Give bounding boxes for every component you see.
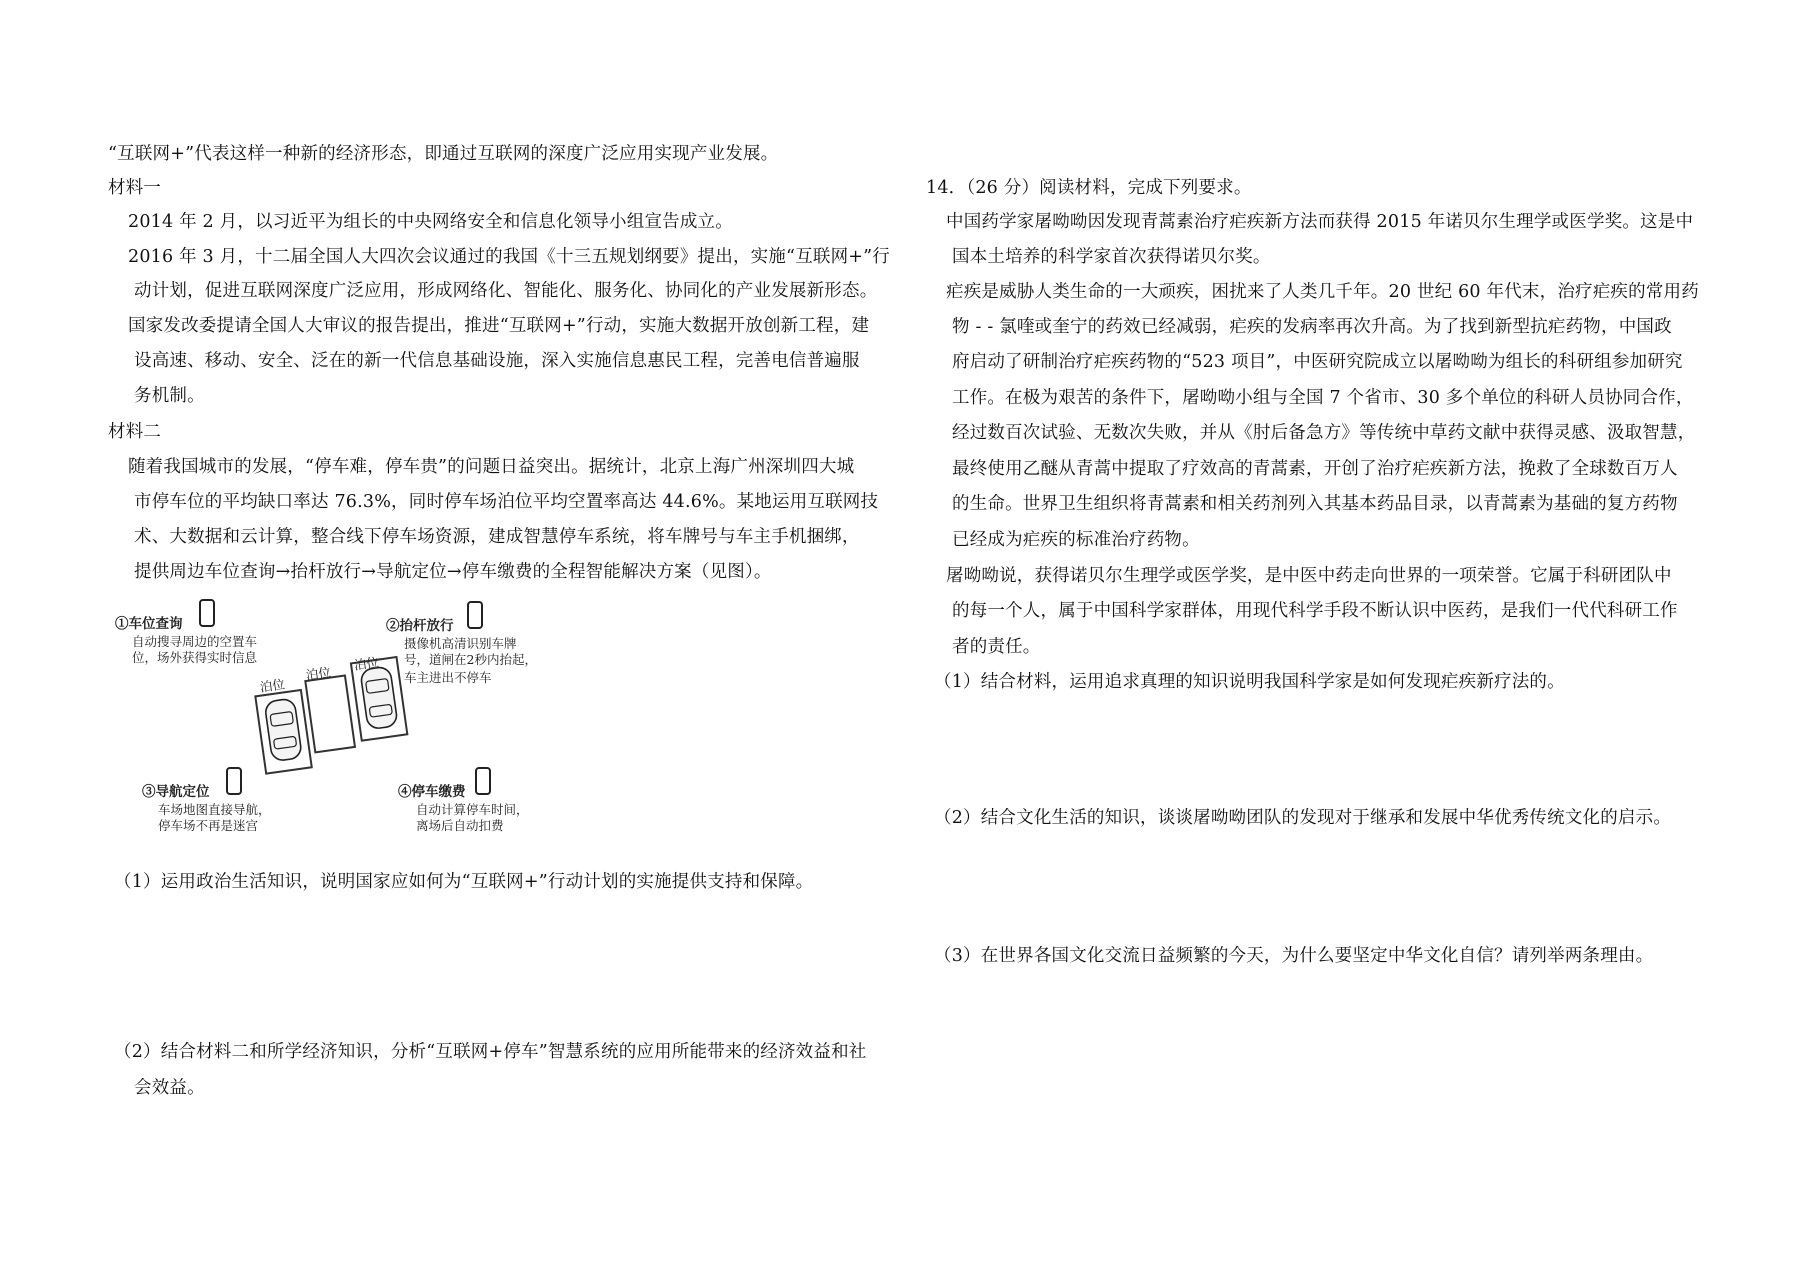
step2-desc-line2: 号，道闸在2秒内抬起， — [404, 652, 537, 667]
right-para3-line1: 屠呦呦说，获得诺贝尔生理学或医学奖，是中医中药走向世界的一项荣誉。它属于科研团队中 — [946, 566, 1672, 586]
step2-desc-line3: 车主进出不停车 — [404, 670, 492, 685]
smart-parking-diagram — [110, 598, 570, 848]
right-para2-line3: 府启动了研制治疗疟疾药物的“523 项目”，中医研究院成立以屠呦呦为组长的科研组参加研究 — [952, 352, 1683, 372]
left-question-2-line2: 会效益。 — [134, 1078, 205, 1098]
material-two-title: 材料二 — [108, 422, 162, 442]
step2-desc-line1: 摄像机高清识别车牌 — [404, 636, 517, 651]
material-one-para2-line2: 动计划，促进互联网深度广泛应用，形成网络化、智能化、服务化、协同化的产业发展新形态。 — [134, 281, 878, 301]
material-one-para3-line1: 国家发改委提请全国人大审议的报告提出，推进“互联网+”行动，实施大数据开放创新工程，建 — [128, 316, 870, 336]
phone-icon — [468, 602, 482, 628]
material-two-para-line1: 随着我国城市的发展，“停车难，停车贵”的问题日益突出。据统计，北京上海广州深圳四大城 — [128, 457, 855, 477]
material-one-title: 材料一 — [108, 178, 162, 198]
material-one-para2-line1: 2016 年 3 月，十二届全国人大四次会议通过的我国《十三五规划纲要》提出，实施“互联网+”行 — [128, 247, 891, 267]
step4-title: ④停车缴费 — [398, 784, 466, 800]
right-para2-line6: 最终使用乙醚从青蒿中提取了疗效高的青蒿素，开创了治疗疟疾新方法，挽救了全球数百万人 — [952, 459, 1678, 479]
material-two-para-line3: 术、大数据和云计算，整合线下停车场资源，建成智慧停车系统，将车牌号与车主手机捆绑， — [134, 527, 860, 547]
right-para2-line7: 的生命。世界卫生组织将青蒿素和相关药剂列入其基本药品目录，以青蒿素为基础的复方药物 — [952, 494, 1678, 514]
step1-desc-line2: 位，场外获得实时信息 — [132, 650, 258, 665]
right-para2-line4: 工作。在极为艰苦的条件下，屠呦呦小组与全国 7 个省市、30 多个单位的科研人员协同合作， — [952, 388, 1694, 408]
intro-text: “互联网+”代表这样一种新的经济形态，即通过互联网的深度广泛应用实现产业发展。 — [108, 144, 779, 164]
parking-spot-2 — [305, 676, 355, 753]
parking-spot-1 — [255, 690, 311, 774]
right-question-2: （2）结合文化生活的知识，谈谈屠呦呦团队的发现对于继承和发展中华优秀传统文化的启示。 — [934, 808, 1672, 828]
step2-title: ②抬杆放行 — [386, 618, 454, 634]
spot-label-3: 泊位 — [353, 654, 380, 673]
right-para1-line2: 国本土培养的科学家首次获得诺贝尔奖。 — [952, 247, 1271, 267]
step3-title: ③导航定位 — [142, 784, 210, 800]
phone-icon — [227, 768, 241, 794]
left-question-2-line1: （2）结合材料二和所学经济知识，分析“互联网+停车”智慧系统的应用所能带来的经济效益和社 — [114, 1042, 867, 1062]
right-para2-line1: 疟疾是威胁人类生命的一大顽疾，困扰来了人类几千年。20 世纪 60 年代末，治疗疟疾的常用药 — [946, 282, 1699, 302]
right-para3-line3: 者的责任。 — [952, 637, 1041, 657]
step3-desc-line1: 车场地图直接导航， — [158, 802, 271, 817]
right-question-1: （1）结合材料，运用追求真理的知识说明我国科学家是如何发现疟疾新疗法的。 — [934, 672, 1565, 692]
material-one-para3-line3: 务机制。 — [134, 386, 205, 406]
right-question-3: （3）在世界各国文化交流日益频繁的今天，为什么要坚定中华文化自信？请列举两条理由。 — [934, 946, 1654, 966]
material-one-para1: 2014 年 2 月，以习近平为组长的中央网络安全和信息化领导小组宣告成立。 — [128, 212, 733, 232]
material-one-para3-line2: 设高速、移动、安全、泛在的新一代信息基础设施，深入实施信息惠民工程，完善电信普遍服 — [134, 351, 860, 371]
step1-desc-line1: 自动搜寻周边的空置车 — [132, 634, 258, 649]
right-para1-line1: 中国药学家屠呦呦因发现青蒿素治疗疟疾新方法而获得 2015 年诺贝尔生理学或医学奖。这是中 — [946, 212, 1694, 232]
car-icon — [360, 666, 398, 730]
phone-icon — [476, 768, 490, 794]
right-para2-line8: 已经成为疟疾的标准治疗药物。 — [952, 530, 1200, 550]
step4-desc-line2: 离场后自动扣费 — [416, 818, 504, 833]
left-question-1: （1）运用政治生活知识，说明国家应如何为“互联网+”行动计划的实施提供支持和保障。 — [114, 872, 814, 892]
question-14-title: 14．（26 分）阅读材料，完成下列要求。 — [926, 178, 1252, 198]
step4-desc-line1: 自动计算停车时间， — [416, 802, 529, 817]
spot-label-1: 泊位 — [259, 676, 286, 695]
right-para2-line2: 物 - - 氯喹或奎宁的药效已经减弱，疟疾的发病率再次升高。为了找到新型抗疟药物，中国政 — [952, 317, 1672, 337]
step3-desc-line2: 停车场不再是迷宫 — [158, 818, 259, 833]
car-icon — [264, 698, 302, 762]
right-para3-line2: 的每一个人，属于中国科学家群体，用现代科学手段不断认识中医药，是我们一代代科研工作 — [952, 601, 1678, 621]
step1-title: ①车位查询 — [115, 616, 183, 632]
phone-icon — [200, 600, 214, 626]
material-two-para-line2: 市停车位的平均缺口率达 76.3%，同时停车场泊位平均空置率高达 44.6%。某地运用互联网技 — [134, 492, 879, 512]
spot-label-2: 泊位 — [305, 664, 332, 683]
right-para2-line5: 经过数百次试验、无数次失败，并从《肘后备急方》等传统中草药文献中获得灵感、汲取智慧， — [952, 423, 1696, 443]
material-two-para-line4: 提供周边车位查询→抬杆放行→导航定位→停车缴费的全程智能解决方案（见图）。 — [134, 562, 772, 582]
